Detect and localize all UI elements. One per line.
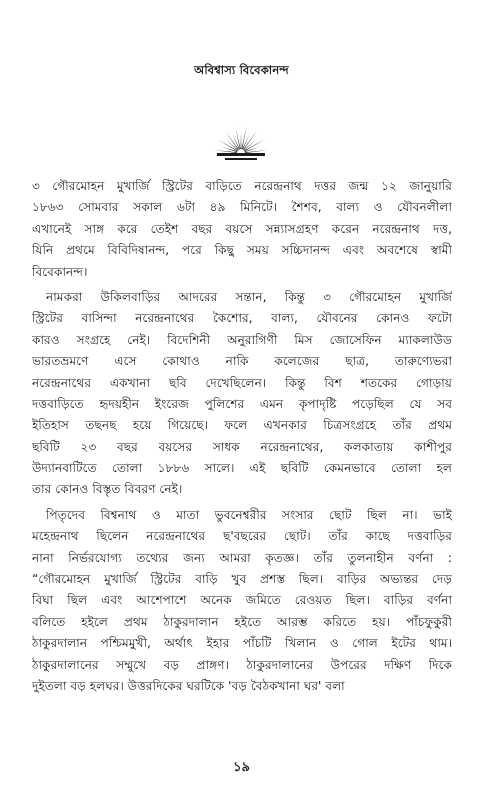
text-line: মহেন্দ্রনাথ ছিলেন নরেন্দ্রনাথের ছ'বছরের ছোট। তাঁর কাছে দত্তবাড়ির <box>32 529 452 544</box>
text-line: “গৌরমোহন মুখার্জি স্ট্রিটের বাড়ি খুব প্রশস্ত ছিল। বাড়ির অভ্যন্তর দেড় <box>32 572 452 587</box>
text-line: বিঘা ছিল এবং আশেপাশে অনেক জমিতে রেওয়ত ছিল। বাড়ির বর্ণনা <box>32 593 452 608</box>
text-line: কারও সংগ্রহে নেই। বিদেশিনী অনুরাগিণী মিস জোসেফিন ম্যাকলাউড <box>32 332 452 347</box>
text-line: ঠাকুরদালানের সম্মুখে বড় প্রাঙ্গণ। ঠাকুরদালানের উপরের দক্ষিণ দিকে <box>32 657 452 672</box>
paragraph <box>32 287 452 501</box>
ornament-ray <box>244 140 264 152</box>
ornament-ray <box>226 140 238 151</box>
ornament-ray <box>241 133 242 149</box>
paragraph <box>32 505 452 698</box>
text-line: ছবিটি ২৩ বছর বয়সের সাধক নরেন্দ্রনাথের, কলকাতায় কাশীপুর <box>32 439 452 454</box>
text-line: ভারতভ্রমণে এসে কোথাও নাকি কলেজের ছাত্র, তারুণ্যেভরা <box>32 354 452 369</box>
text-line: তার কোনও বিস্তৃত বিবরণ নেই। <box>32 482 183 497</box>
body-text <box>32 176 452 697</box>
text-line: দত্তবাড়িতে হৃদয়হীন ইংরেজ পুলিশের এমন কৃপাদৃষ্টি পড়েছিল যে সব <box>32 396 452 411</box>
ornament-ray <box>218 140 238 152</box>
text-line: ৩ গৌরমোহন মুখার্জি স্ট্রিটের বাড়িতে নরেন্দ্রনাথ দত্তর জন্ম ১২ জানুয়ারি <box>32 179 452 193</box>
text-line: পিতৃদেব বিশ্বনাথ ও মাতা ভুবনেশ্বরীর সংসার ছোট ছিল না। ভাই <box>46 507 452 522</box>
paragraph <box>32 176 452 283</box>
text-line: উদ্যানবাটিতে তোলা ১৮৮৬ সালে। এই ছবিটি কেমনভাবে তোলা হল <box>32 461 452 476</box>
text-line: এখানেই সাঙ্গ করে তেইশ বছর বয়সে সন্ন্যাসগ্রহণ করেন নরেন্দ্রনাথ দত্ত, <box>32 221 452 236</box>
text-line: ইতিহাস তছনছ হয়ে গিয়েছে। ফলে এখনকার চিত্রসংগ্রহে তাঁর প্রথম <box>32 418 452 433</box>
text-line: নামকরা উকিলবাড়ির আদরের সন্তান, কিন্তু ৩ গৌরমোহন মুখার্জি <box>46 289 452 304</box>
text-line: বিবেকানন্দ। <box>32 264 88 279</box>
sunburst-ornament-icon <box>213 122 269 162</box>
text-line: বলিতে হইলে প্রথম ঠাকুরদালান হইতে আরম্ভ করিতে হয়। পাঁচফুকুরী <box>32 614 452 629</box>
text-line: দুইতলা বড় হলঘর। উত্তরদিকের ঘরটিকে 'বড় বৈঠকখানা ঘর' বলা <box>32 678 345 693</box>
text-line: স্ট্রিটের বাসিন্দা নরেন্দ্রনাথের কৈশোর, বাল্য, যৌবনের কোনও ফটো <box>32 311 452 326</box>
text-line: ১৮৬৩ সোমবার সকাল ৬টা ৪৯ মিনিটে। শৈশব, বাল্য ও যৌবনলীলা <box>32 200 452 215</box>
text-line: যিনি প্রথমে বিবিদিষানন্দ, পরে কিছু সময় সচ্চিদানন্দ এবং অবশেষে স্বামী <box>32 243 452 258</box>
text-line: ঠাকুরদালান পশ্চিমমুখী, অর্থাৎ ইহার পাঁচটি খিলান ও গোল ইটের থাম। <box>32 636 452 651</box>
text-line: নরেন্দ্রনাথের একখানা ছবি দেখেছিলেন। কিন্তু বিশ শতকের গোড়ায় <box>32 375 452 390</box>
text-line: নানা নির্ভরযোগ্য তথ্যের জন্য আমরা কৃতজ্ঞ। তাঁর তুলনাহীন বর্ণনা : <box>32 550 452 565</box>
page-number: ১৯ <box>233 760 250 775</box>
running-header-title: অবিশ্বাস্য বিবেকানন্দ <box>194 63 289 77</box>
ornament-ray <box>244 140 256 151</box>
